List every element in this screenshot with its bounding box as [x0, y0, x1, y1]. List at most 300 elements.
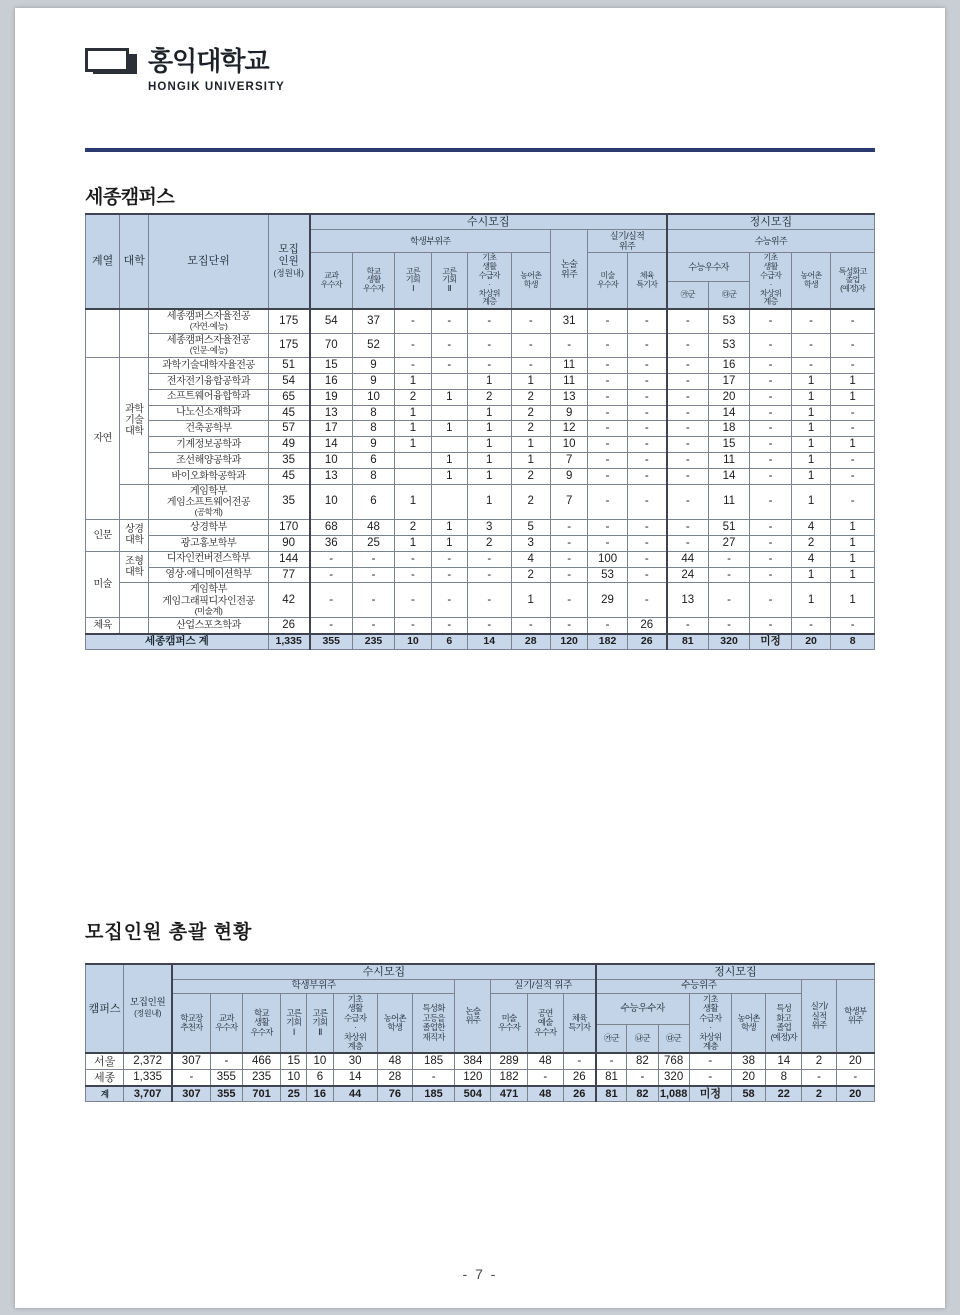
cell-value: 1	[395, 421, 431, 437]
cell-value: -	[627, 389, 667, 405]
th-mojibinwon-sub: (정원내)	[273, 267, 304, 278]
table-row	[86, 437, 875, 453]
cell-value: -	[831, 309, 875, 333]
th2-goreun1: 고른 기회 Ⅰ	[281, 993, 307, 1053]
cell-value: 1	[791, 389, 830, 405]
cell-value: 4	[791, 519, 830, 535]
cell-value: 9	[352, 437, 395, 453]
table-row	[86, 535, 875, 551]
cell-value: -	[831, 421, 875, 437]
cell-value: -	[791, 357, 830, 373]
cell-value: -	[627, 583, 667, 618]
table-row	[86, 484, 875, 519]
summary-label: 세종캠퍼스 계	[86, 634, 269, 649]
table-row	[86, 1070, 875, 1086]
cell-value: 8	[766, 1070, 802, 1086]
cell-value: -	[750, 389, 792, 405]
cell-value: -	[588, 519, 627, 535]
cell-value: -	[667, 519, 709, 535]
cell-value: 1	[831, 567, 875, 583]
cell-value: -	[431, 567, 467, 583]
cell-value: 384	[455, 1053, 491, 1069]
cell-quota: 2,372	[124, 1053, 172, 1069]
th-daehak: 대학	[120, 214, 149, 309]
cell-quota: 90	[268, 535, 310, 551]
cell-value: 100	[588, 551, 627, 567]
th-mojibinwon	[268, 214, 310, 309]
cell-quota: 144	[268, 551, 310, 567]
th2-mojibinwon-sub: (정원내)	[134, 1008, 162, 1018]
cell-value: 9	[550, 405, 587, 421]
cell-value: 1	[791, 453, 830, 469]
cell-value: 14	[333, 1070, 377, 1086]
cell-value: -	[412, 1070, 454, 1086]
table-row	[86, 551, 875, 567]
document-page	[15, 8, 945, 1308]
cell-quota: 170	[268, 519, 310, 535]
th-suneung-wiju: 수능위주	[667, 230, 875, 253]
cell-value: 81	[596, 1070, 627, 1086]
cell-value: 1	[431, 453, 467, 469]
cell-value: -	[588, 405, 627, 421]
cell-value: 1	[395, 373, 431, 389]
cell-value: -	[588, 618, 627, 634]
cell-campus: 서울	[86, 1053, 124, 1069]
cell-value: 1	[467, 453, 511, 469]
cell-value: 2	[467, 535, 511, 551]
cell-value: 10	[281, 1070, 307, 1086]
cell-quota: 51	[268, 357, 310, 373]
cell-value: 235	[242, 1070, 280, 1086]
cell-value: -	[588, 453, 627, 469]
th-nonsul-wiju: 논술 위주	[550, 230, 587, 309]
cell-value: 2	[511, 405, 550, 421]
cell-daehak	[120, 309, 149, 357]
cell-daehak: 과학 기술 대학	[120, 357, 149, 484]
cell-value: -	[667, 618, 709, 634]
th2-jeongsi-group: 정시모집	[596, 964, 875, 980]
cell-campus: 세종	[86, 1070, 124, 1086]
cell-quota: 26	[268, 618, 310, 634]
table-row	[86, 583, 875, 618]
cell-value: -	[791, 309, 830, 333]
cell-value: 3	[467, 519, 511, 535]
logo-korean-name: 홍익대학교	[148, 46, 269, 76]
cell-value	[395, 469, 431, 485]
th2-silgi-wiju: 실기/실적 위주	[491, 980, 596, 994]
cell-value: 20	[731, 1070, 765, 1086]
cell-value: 1	[831, 551, 875, 567]
summary-value: 20	[836, 1086, 874, 1102]
cell-value: -	[310, 618, 353, 634]
cell-major: 게임학부 게임소프트웨어전공 (공학계)	[149, 484, 268, 519]
cell-gyeyeol: 체육	[86, 618, 120, 634]
cell-value: 82	[627, 1053, 658, 1069]
cell-value: 1	[791, 421, 830, 437]
cell-value: -	[627, 484, 667, 519]
cell-value: -	[750, 484, 792, 519]
th2-suneung-wiju: 수능위주	[596, 980, 802, 994]
summary-value: 25	[281, 1086, 307, 1102]
th-cheyuk: 체육 특기자	[627, 253, 667, 309]
cell-value: 120	[455, 1070, 491, 1086]
cell-value: 10	[310, 484, 353, 519]
cell-gyeyeol: 자연	[86, 357, 120, 519]
th-teukseonghwa: 특성화고 졸업 (예정)자	[831, 253, 875, 309]
cell-value: -	[431, 357, 467, 373]
cell-value: 2	[511, 469, 550, 485]
cell-value: 53	[708, 334, 750, 358]
cell-value: 6	[307, 1070, 333, 1086]
cell-value: -	[708, 583, 750, 618]
cell-value: 9	[352, 373, 395, 389]
cell-value: 1	[395, 437, 431, 453]
th-silgi-wiju: 실기/실적 위주	[588, 230, 667, 253]
cell-value: -	[667, 437, 709, 453]
cell-value: 54	[310, 309, 353, 333]
cell-value: -	[750, 373, 792, 389]
cell-value: -	[550, 583, 587, 618]
cell-value: -	[352, 567, 395, 583]
cell-value: -	[667, 334, 709, 358]
th-gicho-jeongsi: 기초 생활 수급자 · 차상위 계층	[750, 253, 792, 309]
cell-quota: 77	[268, 567, 310, 583]
cell-value: 25	[352, 535, 395, 551]
th-goreun2: 고른 기회 Ⅱ	[431, 253, 467, 309]
cell-value: -	[588, 484, 627, 519]
summary-value: 307	[172, 1086, 210, 1102]
summary-value: 1,335	[268, 634, 310, 649]
cell-value: -	[395, 309, 431, 333]
summary-value: 20	[791, 634, 830, 649]
summary-value: 235	[352, 634, 395, 649]
cell-value: 11	[550, 373, 587, 389]
cell-value: 11	[708, 453, 750, 469]
summary-value: 48	[527, 1086, 563, 1102]
cell-value: 182	[491, 1070, 527, 1086]
table-row	[86, 567, 875, 583]
cell-value: -	[708, 567, 750, 583]
cell-value: 44	[667, 551, 709, 567]
total-summary-table	[85, 963, 875, 1102]
cell-value: 1	[831, 389, 875, 405]
summary-value: 58	[731, 1086, 765, 1102]
table-row	[86, 334, 875, 358]
summary-value: 28	[511, 634, 550, 649]
cell-value: 37	[352, 309, 395, 333]
cell-value: 12	[550, 421, 587, 437]
cell-value: 2	[395, 519, 431, 535]
cell-value: -	[395, 551, 431, 567]
cell-value: 1	[831, 583, 875, 618]
cell-value: 15	[708, 437, 750, 453]
cell-value: 2	[511, 389, 550, 405]
th-gyogwa: 교과 우수자	[310, 253, 353, 309]
summary-value: 미정	[689, 1086, 731, 1102]
th2-cheyuk: 체육 특기자	[563, 993, 595, 1053]
cell-value: 31	[550, 309, 587, 333]
cell-value: 14	[708, 469, 750, 485]
cell-value: -	[750, 519, 792, 535]
cell-value: 30	[333, 1053, 377, 1069]
summary-label: 계	[86, 1086, 124, 1102]
th2-mojibinwon	[124, 964, 172, 1053]
cell-value: -	[689, 1070, 731, 1086]
cell-value: -	[395, 357, 431, 373]
cell-value: -	[310, 567, 353, 583]
th-haksaengbu-group: 학생부위주	[310, 230, 551, 253]
cell-value: -	[527, 1070, 563, 1086]
cell-value: 29	[588, 583, 627, 618]
cell-value: -	[511, 618, 550, 634]
cell-value	[431, 484, 467, 519]
cell-value: 1	[791, 405, 830, 421]
cell-value: 51	[708, 519, 750, 535]
cell-gyeyeol: 미술	[86, 551, 120, 618]
cell-value: 1	[395, 535, 431, 551]
cell-value: -	[431, 618, 467, 634]
cell-value: -	[550, 519, 587, 535]
cell-value	[431, 405, 467, 421]
th2-teukseonghwa-susi: 특성화 고등을 졸업한 재직자	[412, 993, 454, 1053]
cell-major: 과학기술대학자율전공	[149, 357, 268, 373]
cell-value: -	[627, 453, 667, 469]
th-nongeochon: 농어촌 학생	[511, 253, 550, 309]
th-suneung-usuja: 수능우수자	[667, 253, 750, 282]
cell-value: 7	[550, 453, 587, 469]
cell-value: -	[667, 535, 709, 551]
th2-hakgyojang: 학교장 추천자	[172, 993, 210, 1053]
cell-value: -	[550, 567, 587, 583]
cell-value: 2	[511, 484, 550, 519]
cell-value: -	[172, 1070, 210, 1086]
cell-value: 1	[791, 583, 830, 618]
cell-value: 70	[310, 334, 353, 358]
cell-major: 상경학부	[149, 519, 268, 535]
cell-value: -	[467, 583, 511, 618]
cell-value: 1	[467, 373, 511, 389]
table-row	[86, 453, 875, 469]
cell-value: -	[563, 1053, 595, 1069]
cell-value: -	[831, 334, 875, 358]
cell-major: 건축공학부	[149, 421, 268, 437]
section-title-total: 모집인원 총괄 현황	[85, 922, 253, 943]
summary-value: 26	[627, 634, 667, 649]
th2-haksaengbu-group: 학생부위주	[172, 980, 455, 994]
cell-value: -	[431, 551, 467, 567]
th2-goreun2: 고른 기회 Ⅱ	[307, 993, 333, 1053]
cell-value: -	[395, 567, 431, 583]
cell-quota: 35	[268, 484, 310, 519]
cell-value: -	[831, 357, 875, 373]
page-footer: - 7 -	[462, 1266, 498, 1282]
cell-value: 1	[467, 437, 511, 453]
summary-value: 81	[596, 1086, 627, 1102]
summary-value: 미정	[750, 634, 792, 649]
cell-value: 14	[766, 1053, 802, 1069]
cell-value: 1	[511, 373, 550, 389]
cell-value: 466	[242, 1053, 280, 1069]
cell-value: 9	[550, 469, 587, 485]
th2-gicho: 기초 생활 수급자 · 차상위 계층	[333, 993, 377, 1053]
cell-value: -	[467, 357, 511, 373]
cell-value: -	[750, 437, 792, 453]
cell-value	[431, 437, 467, 453]
summary-value: 22	[766, 1086, 802, 1102]
cell-value: -	[395, 583, 431, 618]
table-row	[86, 469, 875, 485]
cell-value: -	[802, 1070, 836, 1086]
summary-value: 355	[310, 634, 353, 649]
cell-value: 7	[550, 484, 587, 519]
th2-mojibinwon-main: 모집인원	[129, 997, 166, 1009]
cell-value: 1	[791, 567, 830, 583]
cell-value: 20	[708, 389, 750, 405]
cell-value: -	[588, 309, 627, 333]
cell-value: -	[588, 373, 627, 389]
cell-value: 6	[352, 484, 395, 519]
cell-value: -	[550, 618, 587, 634]
cell-value: 53	[588, 567, 627, 583]
th2-gyogwa: 교과 우수자	[210, 993, 242, 1053]
cell-value: -	[511, 309, 550, 333]
cell-value: 24	[667, 567, 709, 583]
cell-value: -	[550, 535, 587, 551]
summary-value: 10	[395, 634, 431, 649]
th2-da-gun: ㉰군	[658, 1024, 689, 1053]
th-hakgyo: 학교 생활 우수자	[352, 253, 395, 309]
th-mojibinwon-main: 모집 인원	[278, 243, 299, 267]
cell-value: -	[750, 551, 792, 567]
cell-value: -	[596, 1053, 627, 1069]
cell-quota: 1,335	[124, 1070, 172, 1086]
table-row	[86, 405, 875, 421]
cell-value: 14	[708, 405, 750, 421]
cell-value: -	[511, 334, 550, 358]
th-goreun1: 고른 기회 Ⅰ	[395, 253, 431, 309]
cell-value: -	[708, 551, 750, 567]
cell-value: -	[667, 373, 709, 389]
summary-value: 8	[831, 634, 875, 649]
cell-value: 1	[467, 405, 511, 421]
cell-value: -	[750, 535, 792, 551]
cell-value: 185	[412, 1053, 454, 1069]
cell-value: 1	[467, 421, 511, 437]
cell-value: 26	[627, 618, 667, 634]
cell-value: -	[467, 567, 511, 583]
cell-value: 1	[395, 484, 431, 519]
cell-value: -	[627, 567, 667, 583]
cell-value: 1	[831, 437, 875, 453]
cell-value: -	[750, 469, 792, 485]
cell-value	[395, 453, 431, 469]
cell-value: 355	[210, 1070, 242, 1086]
summary-value: 81	[667, 634, 709, 649]
cell-value: -	[831, 618, 875, 634]
cell-value: 19	[310, 389, 353, 405]
table-row	[86, 421, 875, 437]
cell-value: -	[467, 618, 511, 634]
cell-value: 6	[352, 453, 395, 469]
cell-value: 13	[667, 583, 709, 618]
th2-haksaengbu-jeongsi: 학생부 위주	[836, 980, 874, 1054]
cell-value: 8	[352, 405, 395, 421]
cell-value: 13	[310, 405, 353, 421]
th-susi-group: 수시모집	[310, 214, 667, 230]
th2-susi-group: 수시모집	[172, 964, 596, 980]
cell-value: -	[667, 357, 709, 373]
cell-quota: 57	[268, 421, 310, 437]
cell-value: -	[750, 357, 792, 373]
cell-major: 기계정보공학과	[149, 437, 268, 453]
summary-value: 471	[491, 1086, 527, 1102]
cell-value: -	[667, 453, 709, 469]
cell-value: 13	[310, 469, 353, 485]
cell-value: 11	[550, 357, 587, 373]
summary-value: 82	[627, 1086, 658, 1102]
cell-value: 1	[831, 535, 875, 551]
cell-quota: 175	[268, 309, 310, 333]
cell-value: 10	[307, 1053, 333, 1069]
th-misul: 미술 우수자	[588, 253, 627, 309]
th2-hakgyo: 학교 생활 우수자	[242, 993, 280, 1053]
cell-daehak	[120, 484, 149, 519]
logo-english-name: HONGIK UNIVERSITY	[148, 81, 285, 93]
summary-row	[86, 1086, 875, 1102]
cell-value: -	[667, 484, 709, 519]
cell-value: 14	[310, 437, 353, 453]
cell-value: -	[627, 535, 667, 551]
cell-value: -	[210, 1053, 242, 1069]
cell-major: 전자전기융합공학과	[149, 373, 268, 389]
th2-nongeochon-jeongsi: 농어촌 학생	[731, 993, 765, 1053]
cell-value: 11	[708, 484, 750, 519]
cell-value: 1	[395, 405, 431, 421]
cell-value: -	[467, 334, 511, 358]
cell-value: 10	[352, 389, 395, 405]
cell-quota: 45	[268, 405, 310, 421]
cell-value: 4	[511, 551, 550, 567]
cell-gyeyeol	[86, 309, 120, 357]
summary-value: 76	[377, 1086, 412, 1102]
cell-major: 조선해양공학과	[149, 453, 268, 469]
cell-value: -	[511, 357, 550, 373]
summary-value: 3,707	[124, 1086, 172, 1102]
cell-major: 게임학부 게임그래픽디자인전공 (미술계)	[149, 583, 268, 618]
cell-value: -	[588, 421, 627, 437]
cell-value: -	[588, 389, 627, 405]
cell-value: -	[831, 405, 875, 421]
cell-daehak	[120, 583, 149, 618]
cell-value: 52	[352, 334, 395, 358]
cell-value: -	[667, 405, 709, 421]
cell-value: 1	[431, 519, 467, 535]
cell-value: -	[588, 469, 627, 485]
cell-value: 1	[791, 373, 830, 389]
cell-value: 16	[708, 357, 750, 373]
cell-value: -	[750, 618, 792, 634]
th2-gongyeon: 공연 예술 우수자	[527, 993, 563, 1053]
cell-value: 768	[658, 1053, 689, 1069]
cell-value: -	[667, 309, 709, 333]
cell-value: 1	[431, 535, 467, 551]
cell-value: 48	[527, 1053, 563, 1069]
cell-value: 13	[550, 389, 587, 405]
table-row	[86, 309, 875, 333]
summary-value: 320	[708, 634, 750, 649]
th2-ga-gun: ㉮군	[596, 1024, 627, 1053]
summary-value: 2	[802, 1086, 836, 1102]
